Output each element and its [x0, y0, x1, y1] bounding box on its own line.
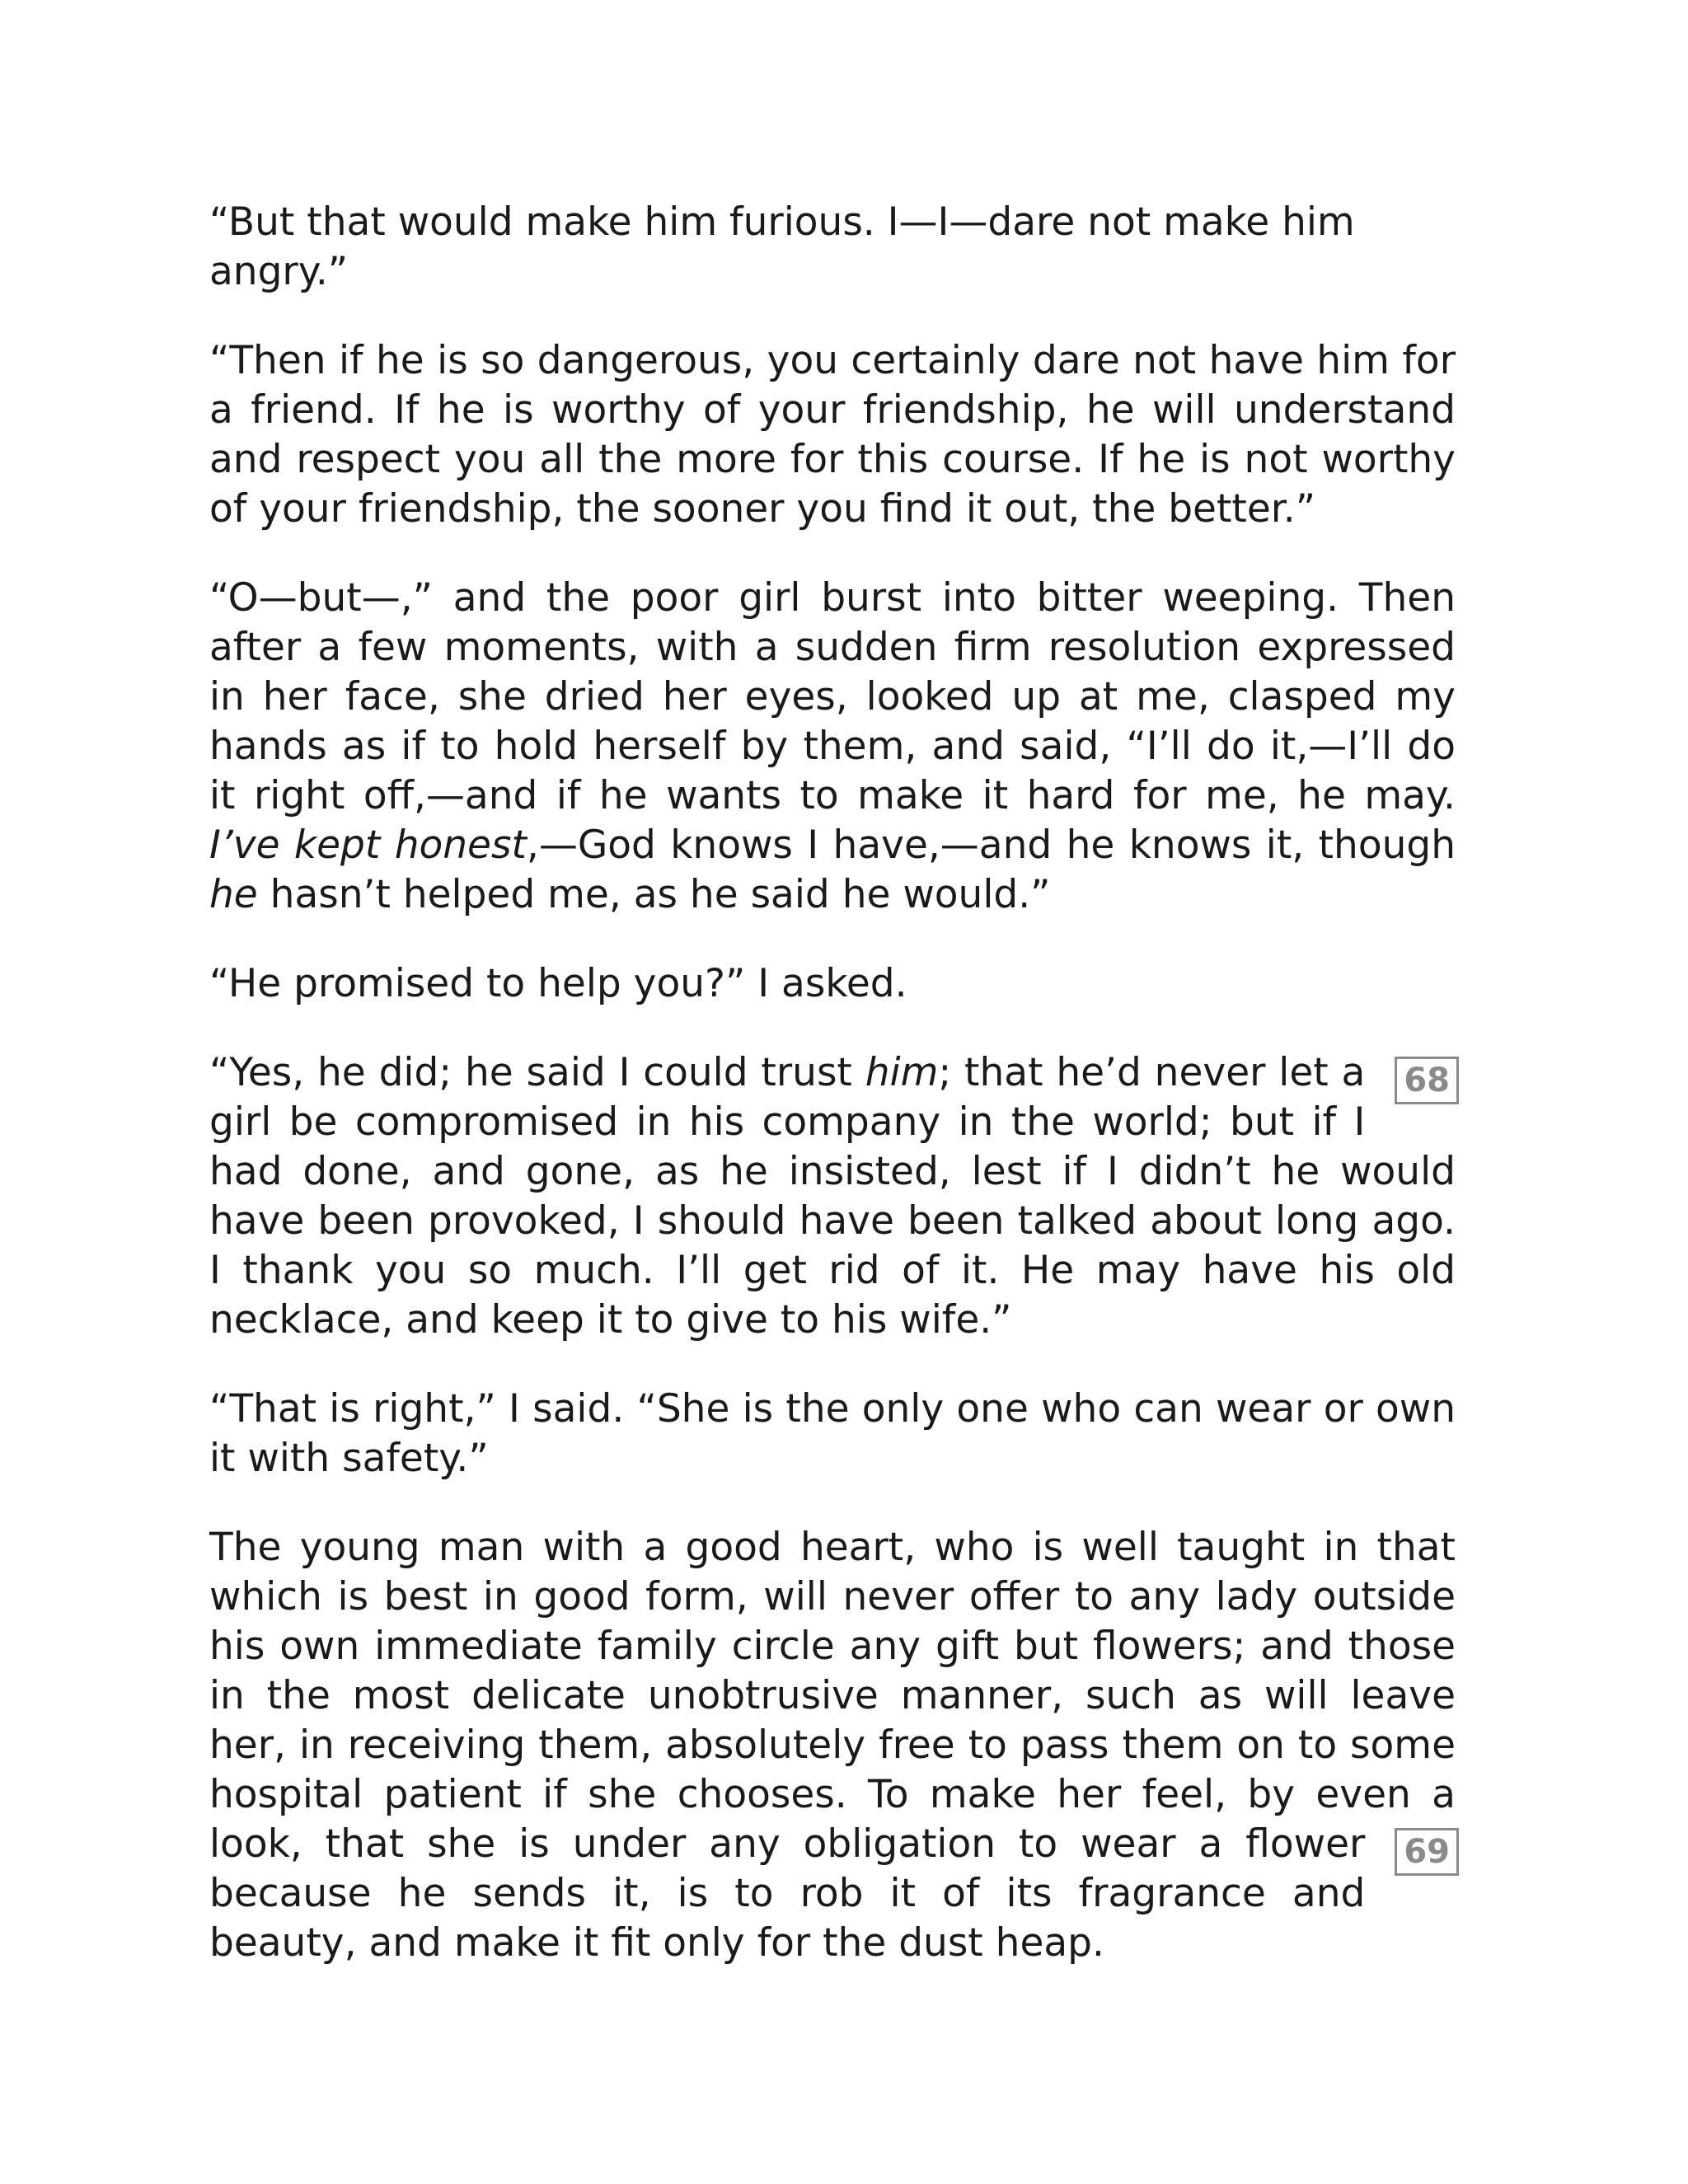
paragraph-2 [209, 336, 1456, 534]
paragraph-text: ,—God knows I have,—and he knows it, though [526, 823, 1456, 868]
paragraph-text: “He promised to help you?” I asked. [209, 961, 907, 1006]
paragraph-text: hasn’t helped me, as he said he would.” [257, 872, 1051, 917]
italic-text: I’ve kept honest [209, 823, 527, 868]
paragraph-1 [209, 198, 1456, 297]
paragraph-text: “Then if he is so dangerous, you certainly dare not have him for a friend. If he is worthy of your friendship, he will understand and respect you all the more for this course. If he is not worthy of your friendship, the sooner you find it out, the better.” [209, 338, 1456, 532]
paragraph-text: “But that would make him furious. I—I—dare not make him angry.” [209, 199, 1355, 294]
paragraph-6 [209, 1385, 1456, 1483]
page-number-marker-68: 68 [1395, 1057, 1459, 1104]
paragraph-text: ; that he’d never let a girl be compromised in his company in the world; but if I had done, and gone, as he insisted, lest if I didn’t he would have been provoked, I should have been talked about long ago. I thank you so much. I’ll get rid of it. He may have his old necklace, and keep it to give to his wife.” [209, 1050, 1456, 1343]
page-number-marker-69: 69 [1395, 1828, 1459, 1876]
italic-text: he [209, 872, 258, 917]
paragraph-text: “That is right,” I said. “She is the only one who can wear or own it with safety.” [209, 1386, 1456, 1481]
paragraph-text: “O—but—,” and the poor girl burst into bitter weeping. Then after a few moments, with a sudden firm resolution expressed in her face, she dried her eyes, looked up at me, clasped my hands as if to hold herself by them, and said, “I’ll do it,—I’ll do it right off,—and if he wants to make it hard for me, he may. [209, 575, 1456, 818]
paragraph-7 [209, 1523, 1456, 1968]
paragraph-text: obligation to wear a flower because he sends it, is to rob it of its fragrance and beauty, and make it fit only for the dust heap. [209, 1821, 1366, 1966]
paragraph-5 [209, 1048, 1456, 1345]
paragraph-text: The young man with a good heart, who is well taught in that which is best in good form, will never offer to any lady outside his own immediate family circle any gift but flowers; and those in the most delicate unobtrusive manner, such as will leave her, in receiving them, absolutely free to pass them on to some hospital patient if she chooses. To make her feel, by even a look, that she is under any [209, 1525, 1456, 1867]
paragraph-4 [209, 959, 1456, 1009]
paragraph-3 [209, 574, 1456, 920]
italic-text: him [865, 1050, 939, 1095]
paragraph-text: “Yes, he did; he said I could trust [209, 1050, 865, 1095]
page-body [209, 198, 1456, 2008]
